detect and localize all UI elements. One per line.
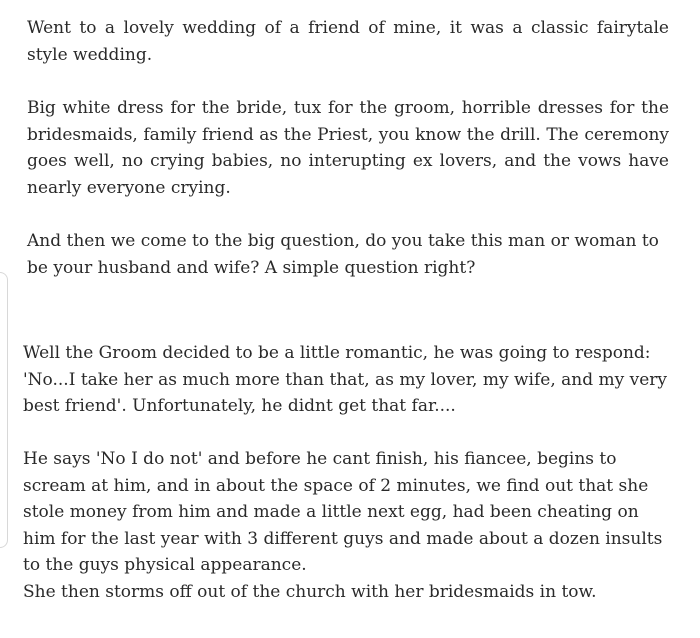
story-paragraph-2: Big white dress for the bride, tux for the groom, horrible dresses for the bridesmaids, family friend as the Priest, you know the drill. The ceremony goes well, no crying babies, no interupting ex lovers, and the vows have nearly everyone crying.: [27, 98, 669, 198]
quote-bracket-divider: [0, 272, 8, 548]
story-paragraph-5: He says 'No I do not' and before he cant finish, his fiancee, begins to scream at him, and in about the space of 2 minutes, we find out that she stole money from him and made a little next egg, had been cheating on him for the last year with 3 different guys and made about a dozen insults to the guys physical appearance.: [23, 449, 663, 575]
story-paragraph-1: Went to a lovely wedding of a friend of mine, it was a classic fairytale style wedding.: [27, 18, 669, 65]
story-paragraph-4: Well the Groom decided to be a little romantic, he was going to respond: 'No...I take her as much more than that, as my lover, my wife, and my very best friend'. Unfortunately, he didnt get that far....: [23, 343, 668, 416]
story-paragraph-3: And then we come to the big question, do you take this man or woman to be your husband and wife? A simple question right?: [27, 231, 659, 278]
story-paragraph-6: She then storms off out of the church with her bridesmaids in tow.: [23, 582, 597, 602]
